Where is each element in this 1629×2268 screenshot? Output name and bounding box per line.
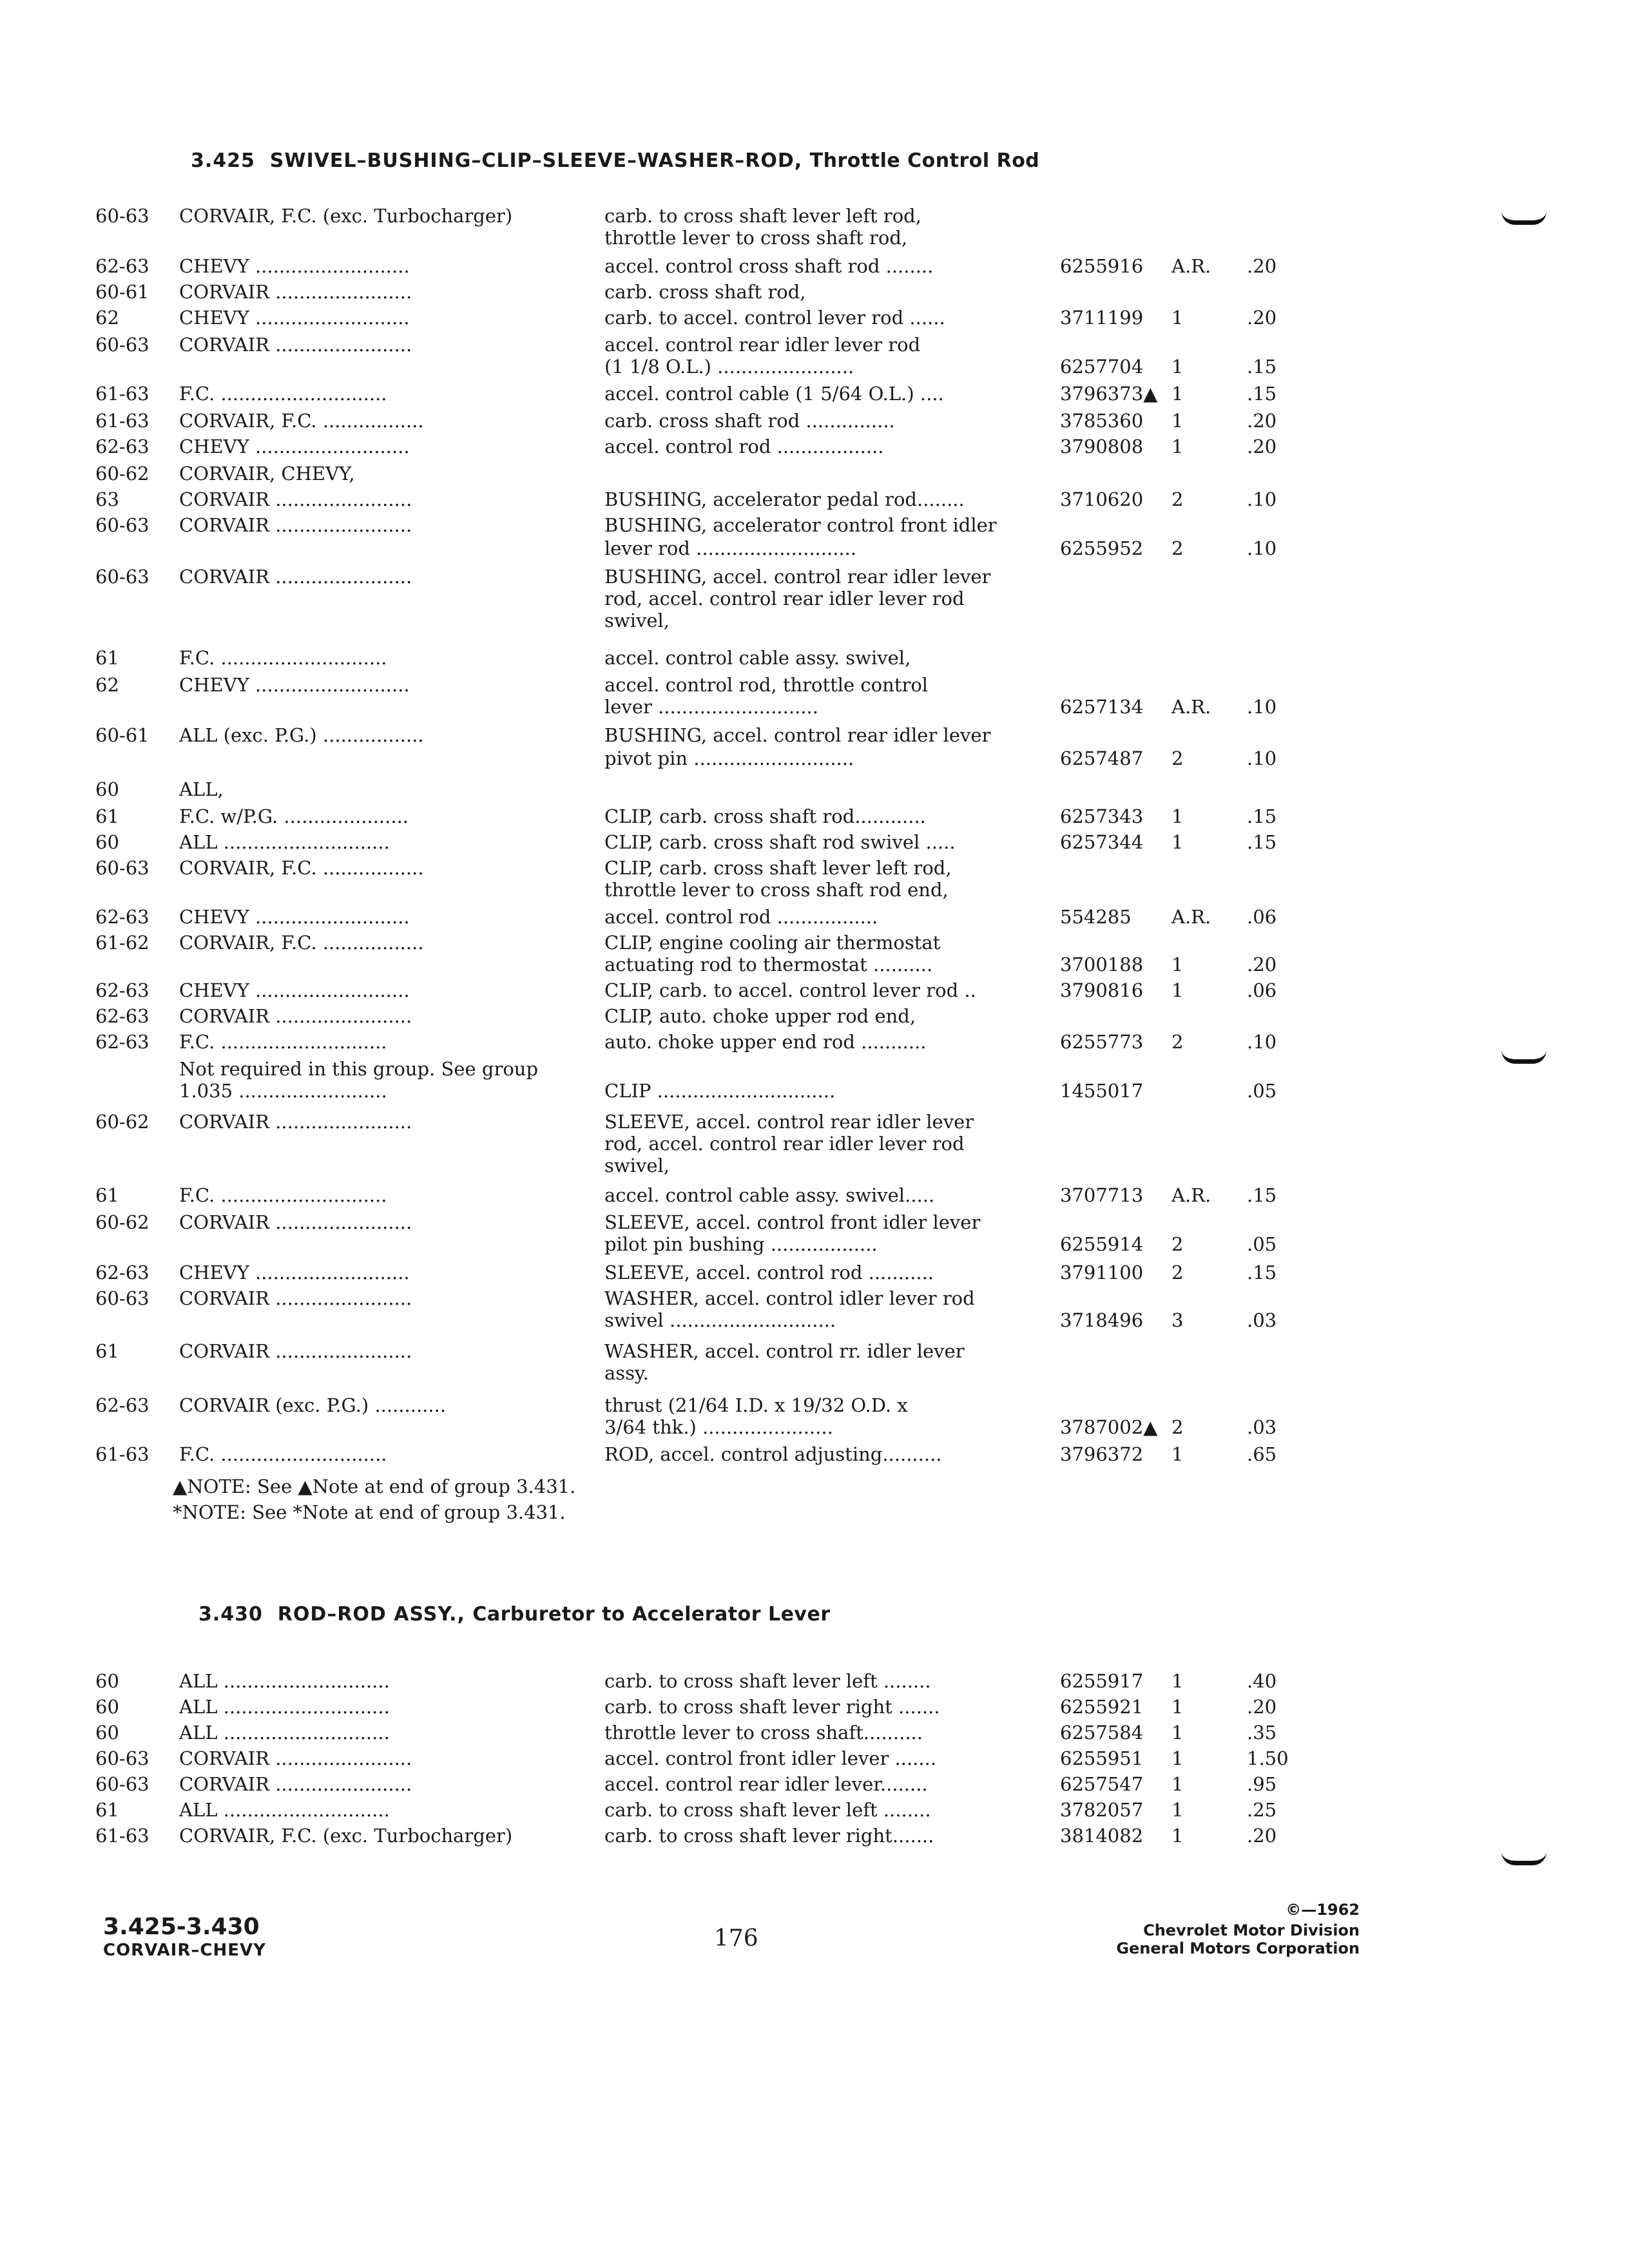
section-number: 3.425 xyxy=(191,149,255,172)
section-subheading: Throttle Control Rod xyxy=(809,149,1040,172)
part-number-cell: 6257344 xyxy=(1060,831,1144,853)
model-cell: ALL ............................ xyxy=(179,1670,390,1692)
table-row xyxy=(0,879,1629,901)
model-cell: CHEVY .......................... xyxy=(179,307,410,329)
year-cell: 62-63 xyxy=(95,1394,149,1416)
table-row xyxy=(0,1233,1629,1255)
part-number-cell: 6257584 xyxy=(1060,1722,1144,1744)
note-triangle: ▲NOTE: See ▲Note at end of group 3.431. xyxy=(173,1475,576,1497)
price-cell: .15 xyxy=(1247,1184,1277,1206)
description-cell: carb. cross shaft rod ............... xyxy=(604,410,895,432)
description-cell: throttle lever to cross shaft rod end, xyxy=(604,879,949,901)
description-cell: accel. control rod, throttle control xyxy=(604,674,929,696)
table-row xyxy=(0,1005,1629,1027)
description-cell: pilot pin bushing .................. xyxy=(604,1233,878,1255)
description-cell: SLEEVE, accel. control rear idler lever xyxy=(604,1111,974,1133)
description-cell: CLIP, engine cooling air thermostat xyxy=(604,932,941,954)
price-cell: .03 xyxy=(1247,1309,1277,1331)
model-cell: CORVAIR ....................... xyxy=(179,514,412,536)
price-cell: .10 xyxy=(1247,1031,1277,1053)
model-cell: ALL, xyxy=(179,778,224,800)
table-row xyxy=(0,1031,1629,1053)
part-number-cell: 3796372 xyxy=(1060,1443,1144,1465)
description-cell: lever rod ........................... xyxy=(604,537,857,559)
section-number: 3.430 xyxy=(198,1603,263,1626)
description-cell: auto. choke upper end rod ........... xyxy=(604,1031,927,1053)
year-cell: 60-63 xyxy=(95,857,149,879)
year-cell: 60 xyxy=(95,778,119,800)
year-cell: 61-62 xyxy=(95,932,149,954)
table-row xyxy=(0,356,1629,378)
part-number-cell: 6255773 xyxy=(1060,1031,1144,1053)
table-row xyxy=(0,724,1629,746)
part-number-cell: 3718496 xyxy=(1060,1309,1144,1331)
part-number-cell: 3796373▲ xyxy=(1060,383,1158,405)
description-cell: actuating rod to thermostat .......... xyxy=(604,954,933,975)
table-row xyxy=(0,906,1629,928)
quantity-cell: 1 xyxy=(1171,436,1184,457)
description-cell: throttle lever to cross shaft.......... xyxy=(604,1722,923,1744)
footer-group-ref: 3.425-3.430 xyxy=(103,1914,260,1940)
quantity-cell: 1 xyxy=(1171,1825,1184,1847)
description-cell: carb. to cross shaft lever right....... xyxy=(604,1825,934,1847)
quantity-cell: 1 xyxy=(1171,307,1184,329)
section-subheading: Carburetor to Accelerator Lever xyxy=(472,1603,831,1626)
description-cell: lever ........................... xyxy=(604,696,818,718)
description-cell: CLIP .............................. xyxy=(604,1080,836,1102)
model-cell: ALL ............................ xyxy=(179,1696,390,1718)
table-row xyxy=(0,1211,1629,1233)
table-row xyxy=(0,1133,1629,1155)
price-cell: .20 xyxy=(1247,1696,1277,1718)
year-cell: 60-63 xyxy=(95,1773,149,1795)
year-cell: 60 xyxy=(95,1722,119,1744)
section-3425-title xyxy=(191,149,1039,172)
table-row xyxy=(0,205,1629,227)
model-cell: CORVAIR (exc. P.G.) ............ xyxy=(179,1394,447,1416)
quantity-cell: 1 xyxy=(1171,954,1184,975)
description-cell: 3/64 thk.) ...................... xyxy=(604,1416,833,1438)
price-cell: .10 xyxy=(1247,747,1277,769)
quantity-cell: 1 xyxy=(1171,1799,1184,1821)
part-number-cell: 3790808 xyxy=(1060,436,1144,457)
description-cell: SLEEVE, accel. control front idler lever xyxy=(604,1211,981,1233)
description-cell: rod, accel. control rear idler lever rod xyxy=(604,1133,965,1155)
table-row xyxy=(0,410,1629,432)
price-cell: .10 xyxy=(1247,696,1277,718)
table-row xyxy=(0,1184,1629,1206)
year-cell: 60 xyxy=(95,831,119,853)
year-cell: 61-63 xyxy=(95,410,149,432)
quantity-cell: 1 xyxy=(1171,1747,1184,1769)
year-cell: 61-63 xyxy=(95,383,149,405)
part-number-cell: 6255952 xyxy=(1060,537,1144,559)
part-number-cell: 6257487 xyxy=(1060,747,1144,769)
footer-corporation: General Motors Corporation xyxy=(1116,1939,1360,1957)
part-number-cell: 6255916 xyxy=(1060,255,1144,277)
model-cell: CORVAIR, F.C. ................. xyxy=(179,410,424,432)
binding-mark-icon xyxy=(1501,1852,1547,1865)
table-row xyxy=(0,747,1629,769)
price-cell: .20 xyxy=(1247,436,1277,457)
footer-model-line: CORVAIR–CHEVY xyxy=(103,1941,266,1960)
table-row xyxy=(0,647,1629,669)
year-cell: 63 xyxy=(95,488,119,510)
model-cell: CORVAIR ....................... xyxy=(179,488,412,510)
price-cell: .20 xyxy=(1247,255,1277,277)
table-row xyxy=(0,857,1629,879)
price-cell: .95 xyxy=(1247,1773,1277,1795)
description-cell: carb. cross shaft rod, xyxy=(604,281,806,303)
section-heading: ROD–ROD ASSY., xyxy=(277,1603,465,1626)
year-cell: 60-61 xyxy=(95,281,149,303)
description-cell: SLEEVE, accel. control rod ........... xyxy=(604,1262,934,1283)
description-cell: accel. control cable assy. swivel..... xyxy=(604,1184,935,1206)
model-cell: CORVAIR ....................... xyxy=(179,1747,412,1769)
quantity-cell: 1 xyxy=(1171,979,1184,1001)
price-cell: .20 xyxy=(1247,954,1277,975)
description-cell: rod, accel. control rear idler lever rod xyxy=(604,588,965,610)
table-row xyxy=(0,588,1629,610)
quantity-cell: 2 xyxy=(1171,537,1184,559)
year-cell: 60-63 xyxy=(95,514,149,536)
table-row xyxy=(0,1309,1629,1331)
part-number-cell: 6257547 xyxy=(1060,1773,1144,1795)
table-row xyxy=(0,566,1629,588)
description-cell: (1 1/8 O.L.) ....................... xyxy=(604,356,854,378)
table-row xyxy=(0,514,1629,536)
model-cell: ALL ............................ xyxy=(179,1722,390,1744)
part-number-cell: 3790816 xyxy=(1060,979,1144,1001)
model-cell: CORVAIR, F.C. (exc. Turbocharger) xyxy=(179,1825,513,1847)
description-cell: CLIP, auto. choke upper rod end, xyxy=(604,1005,916,1027)
description-cell: carb. to cross shaft lever left ........ xyxy=(604,1799,931,1821)
table-row xyxy=(0,674,1629,696)
quantity-cell: 1 xyxy=(1171,805,1184,827)
table-row xyxy=(0,334,1629,356)
table-row xyxy=(0,805,1629,827)
year-cell: 61 xyxy=(95,805,119,827)
quantity-cell: A.R. xyxy=(1171,696,1211,718)
description-cell: CLIP, carb. to accel. control lever rod .. xyxy=(604,979,976,1001)
note-asterisk: *NOTE: See *Note at end of group 3.431. xyxy=(173,1501,566,1523)
model-cell: Not required in this group. See group xyxy=(179,1058,539,1080)
price-cell: .20 xyxy=(1247,307,1277,329)
year-cell: 60-63 xyxy=(95,334,149,356)
price-cell: .35 xyxy=(1247,1722,1277,1744)
description-cell: accel. control cable (1 5/64 O.L.) .... xyxy=(604,383,944,405)
table-row xyxy=(0,932,1629,954)
quantity-cell: 1 xyxy=(1171,383,1184,405)
quantity-cell: 2 xyxy=(1171,1416,1184,1438)
model-cell: CHEVY .......................... xyxy=(179,674,410,696)
part-number-cell: 3711199 xyxy=(1060,307,1144,329)
model-cell: F.C. ............................ xyxy=(179,1443,387,1465)
table-row xyxy=(0,1394,1629,1416)
quantity-cell: 1 xyxy=(1171,356,1184,378)
year-cell: 60-63 xyxy=(95,1287,149,1309)
description-cell: swivel, xyxy=(604,1155,670,1177)
price-cell: .15 xyxy=(1247,1262,1277,1283)
part-number-cell: 1455017 xyxy=(1060,1080,1144,1102)
description-cell: accel. control rod ................. xyxy=(604,906,878,928)
model-cell: CORVAIR ....................... xyxy=(179,1211,412,1233)
quantity-cell: 2 xyxy=(1171,1262,1184,1283)
part-number-cell: 6257343 xyxy=(1060,805,1144,827)
part-number-cell: 3791100 xyxy=(1060,1262,1144,1283)
quantity-cell: 2 xyxy=(1171,747,1184,769)
quantity-cell: A.R. xyxy=(1171,906,1211,928)
quantity-cell: A.R. xyxy=(1171,255,1211,277)
model-cell: F.C. ............................ xyxy=(179,647,387,669)
description-cell: carb. to cross shaft lever left rod, xyxy=(604,205,921,227)
table-row xyxy=(0,1773,1629,1795)
table-row xyxy=(0,1340,1629,1362)
description-cell: pivot pin ........................... xyxy=(604,747,854,769)
quantity-cell: 2 xyxy=(1171,488,1184,510)
price-cell: .10 xyxy=(1247,488,1277,510)
table-row xyxy=(0,1262,1629,1283)
table-row xyxy=(0,383,1629,405)
year-cell: 61-63 xyxy=(95,1443,149,1465)
year-cell: 60-62 xyxy=(95,463,149,485)
table-row xyxy=(0,979,1629,1001)
part-number-cell: 6257704 xyxy=(1060,356,1144,378)
table-row xyxy=(0,954,1629,975)
year-cell: 60-63 xyxy=(95,566,149,588)
table-row xyxy=(0,1696,1629,1718)
price-cell: .03 xyxy=(1247,1416,1277,1438)
description-cell: swivel, xyxy=(604,610,670,631)
price-cell: .05 xyxy=(1247,1080,1277,1102)
quantity-cell: 1 xyxy=(1171,1670,1184,1692)
year-cell: 62-63 xyxy=(95,1262,149,1283)
year-cell: 62-63 xyxy=(95,906,149,928)
year-cell: 62 xyxy=(95,674,119,696)
part-number-cell: 3787002▲ xyxy=(1060,1416,1158,1438)
price-cell: .05 xyxy=(1247,1233,1277,1255)
table-row xyxy=(0,610,1629,631)
table-row xyxy=(0,436,1629,457)
year-cell: 60-63 xyxy=(95,1747,149,1769)
binding-mark-icon xyxy=(1501,1050,1547,1064)
description-cell: accel. control rod .................. xyxy=(604,436,884,457)
description-cell: WASHER, accel. control rr. idler lever xyxy=(604,1340,965,1362)
binding-mark-icon xyxy=(1501,211,1547,225)
part-number-cell: 3782057 xyxy=(1060,1799,1144,1821)
year-cell: 61 xyxy=(95,647,119,669)
table-row xyxy=(0,281,1629,303)
part-number-cell: 554285 xyxy=(1060,906,1132,928)
table-row xyxy=(0,1362,1629,1384)
quantity-cell: 1 xyxy=(1171,410,1184,432)
model-cell: CORVAIR ....................... xyxy=(179,1111,412,1133)
price-cell: .06 xyxy=(1247,906,1277,928)
model-cell: CORVAIR ....................... xyxy=(179,281,412,303)
model-cell: CORVAIR ....................... xyxy=(179,566,412,588)
quantity-cell: 3 xyxy=(1171,1309,1184,1331)
model-cell: CORVAIR ....................... xyxy=(179,1287,412,1309)
year-cell: 62 xyxy=(95,307,119,329)
table-row xyxy=(0,1080,1629,1102)
footer-division: Chevrolet Motor Division xyxy=(1143,1921,1360,1939)
price-cell: .20 xyxy=(1247,410,1277,432)
model-cell: CORVAIR, F.C. (exc. Turbocharger) xyxy=(179,205,513,227)
table-row xyxy=(0,778,1629,800)
model-cell: CHEVY .......................... xyxy=(179,979,410,1001)
model-cell: ALL (exc. P.G.) ................. xyxy=(179,724,424,746)
description-cell: assy. xyxy=(604,1362,649,1384)
description-cell: accel. control cable assy. swivel, xyxy=(604,647,911,669)
description-cell: BUSHING, accelerator pedal rod........ xyxy=(604,488,965,510)
year-cell: 61 xyxy=(95,1184,119,1206)
price-cell: .25 xyxy=(1247,1799,1277,1821)
description-cell: CLIP, carb. cross shaft lever left rod, xyxy=(604,857,952,879)
part-number-cell: 6255951 xyxy=(1060,1747,1144,1769)
quantity-cell: A.R. xyxy=(1171,1184,1211,1206)
section-3430-title xyxy=(198,1603,831,1626)
quantity-cell: 2 xyxy=(1171,1233,1184,1255)
table-row xyxy=(0,1825,1629,1847)
model-cell: CHEVY .......................... xyxy=(179,255,410,277)
model-cell: CORVAIR, F.C. ................. xyxy=(179,857,424,879)
description-cell: BUSHING, accel. control rear idler lever xyxy=(604,724,991,746)
year-cell: 62-63 xyxy=(95,436,149,457)
table-row xyxy=(0,463,1629,485)
year-cell: 61-63 xyxy=(95,1825,149,1847)
table-row xyxy=(0,255,1629,277)
model-cell: CORVAIR ....................... xyxy=(179,1773,412,1795)
quantity-cell: 1 xyxy=(1171,1443,1184,1465)
table-row xyxy=(0,1058,1629,1080)
description-cell: accel. control rear idler lever........ xyxy=(604,1773,928,1795)
year-cell: 60-61 xyxy=(95,724,149,746)
quantity-cell: 1 xyxy=(1171,831,1184,853)
table-row xyxy=(0,1443,1629,1465)
model-cell: F.C. w/P.G. ..................... xyxy=(179,805,409,827)
part-number-cell: 3707713 xyxy=(1060,1184,1144,1206)
price-cell: .10 xyxy=(1247,537,1277,559)
description-cell: carb. to accel. control lever rod ...... xyxy=(604,307,945,329)
model-cell: 1.035 ......................... xyxy=(179,1080,387,1102)
year-cell: 62-63 xyxy=(95,979,149,1001)
quantity-cell: 1 xyxy=(1171,1773,1184,1795)
model-cell: CORVAIR, CHEVY, xyxy=(179,463,355,485)
price-cell: .15 xyxy=(1247,383,1277,405)
year-cell: 60 xyxy=(95,1670,119,1692)
price-cell: 1.50 xyxy=(1247,1747,1289,1769)
table-row xyxy=(0,537,1629,559)
price-cell: .06 xyxy=(1247,979,1277,1001)
quantity-cell: 1 xyxy=(1171,1696,1184,1718)
year-cell: 61 xyxy=(95,1340,119,1362)
quantity-cell: 2 xyxy=(1171,1031,1184,1053)
description-cell: carb. to cross shaft lever left ........ xyxy=(604,1670,931,1692)
table-row xyxy=(0,1287,1629,1309)
part-number-cell: 3814082 xyxy=(1060,1825,1144,1847)
model-cell: CORVAIR ....................... xyxy=(179,1340,412,1362)
table-row xyxy=(0,1722,1629,1744)
description-cell: accel. control cross shaft rod ........ xyxy=(604,255,934,277)
part-number-cell: 6255921 xyxy=(1060,1696,1144,1718)
table-row xyxy=(0,1416,1629,1438)
table-row xyxy=(0,488,1629,510)
part-number-cell: 3710620 xyxy=(1060,488,1144,510)
part-number-cell: 3700188 xyxy=(1060,954,1144,975)
year-cell: 60-62 xyxy=(95,1211,149,1233)
price-cell: .15 xyxy=(1247,805,1277,827)
model-cell: F.C. ............................ xyxy=(179,1031,387,1053)
table-row xyxy=(0,1670,1629,1692)
year-cell: 61 xyxy=(95,1799,119,1821)
description-cell: CLIP, carb. cross shaft rod............ xyxy=(604,805,926,827)
model-cell: ALL ............................ xyxy=(179,831,390,853)
model-cell: CORVAIR, F.C. ................. xyxy=(179,932,424,954)
part-number-cell: 6255914 xyxy=(1060,1233,1144,1255)
table-row xyxy=(0,1799,1629,1821)
description-cell: BUSHING, accelerator control front idler xyxy=(604,514,997,536)
year-cell: 60-63 xyxy=(95,205,149,227)
year-cell: 60-62 xyxy=(95,1111,149,1133)
description-cell: swivel ............................ xyxy=(604,1309,836,1331)
price-cell: .15 xyxy=(1247,831,1277,853)
description-cell: accel. control front idler lever ....... xyxy=(604,1747,937,1769)
description-cell: ROD, accel. control adjusting.......... xyxy=(604,1443,942,1465)
table-row xyxy=(0,831,1629,853)
year-cell: 62-63 xyxy=(95,1005,149,1027)
model-cell: CORVAIR ....................... xyxy=(179,334,412,356)
table-row xyxy=(0,1155,1629,1177)
part-number-cell: 6255917 xyxy=(1060,1670,1144,1692)
year-cell: 62-63 xyxy=(95,255,149,277)
description-cell: thrust (21/64 I.D. x 19/32 O.D. x xyxy=(604,1394,908,1416)
description-cell: carb. to cross shaft lever right ....... xyxy=(604,1696,940,1718)
model-cell: CHEVY .......................... xyxy=(179,1262,410,1283)
part-number-cell: 3785360 xyxy=(1060,410,1144,432)
footer-page-number: 176 xyxy=(714,1925,758,1952)
year-cell: 60 xyxy=(95,1696,119,1718)
price-cell: .15 xyxy=(1247,356,1277,378)
table-row xyxy=(0,1747,1629,1769)
section-heading: SWIVEL–BUSHING–CLIP–SLEEVE–WASHER–ROD, xyxy=(269,149,803,172)
model-cell: F.C. ............................ xyxy=(179,383,387,405)
price-cell: .65 xyxy=(1247,1443,1277,1465)
description-cell: accel. control rear idler lever rod xyxy=(604,334,921,356)
table-row xyxy=(0,227,1629,249)
model-cell: CHEVY .......................... xyxy=(179,436,410,457)
year-cell: 62-63 xyxy=(95,1031,149,1053)
model-cell: ALL ............................ xyxy=(179,1799,390,1821)
model-cell: F.C. ............................ xyxy=(179,1184,387,1206)
table-row xyxy=(0,1111,1629,1133)
description-cell: CLIP, carb. cross shaft rod swivel ..... xyxy=(604,831,956,853)
model-cell: CHEVY .......................... xyxy=(179,906,410,928)
table-row xyxy=(0,696,1629,718)
description-cell: throttle lever to cross shaft rod, xyxy=(604,227,908,249)
model-cell: CORVAIR ....................... xyxy=(179,1005,412,1027)
description-cell: WASHER, accel. control idler lever rod xyxy=(604,1287,975,1309)
part-number-cell: 6257134 xyxy=(1060,696,1144,718)
footer-copyright: ©—1962 xyxy=(1286,1901,1360,1919)
price-cell: .20 xyxy=(1247,1825,1277,1847)
quantity-cell: 1 xyxy=(1171,1722,1184,1744)
description-cell: BUSHING, accel. control rear idler lever xyxy=(604,566,991,588)
table-row xyxy=(0,307,1629,329)
price-cell: .40 xyxy=(1247,1670,1277,1692)
